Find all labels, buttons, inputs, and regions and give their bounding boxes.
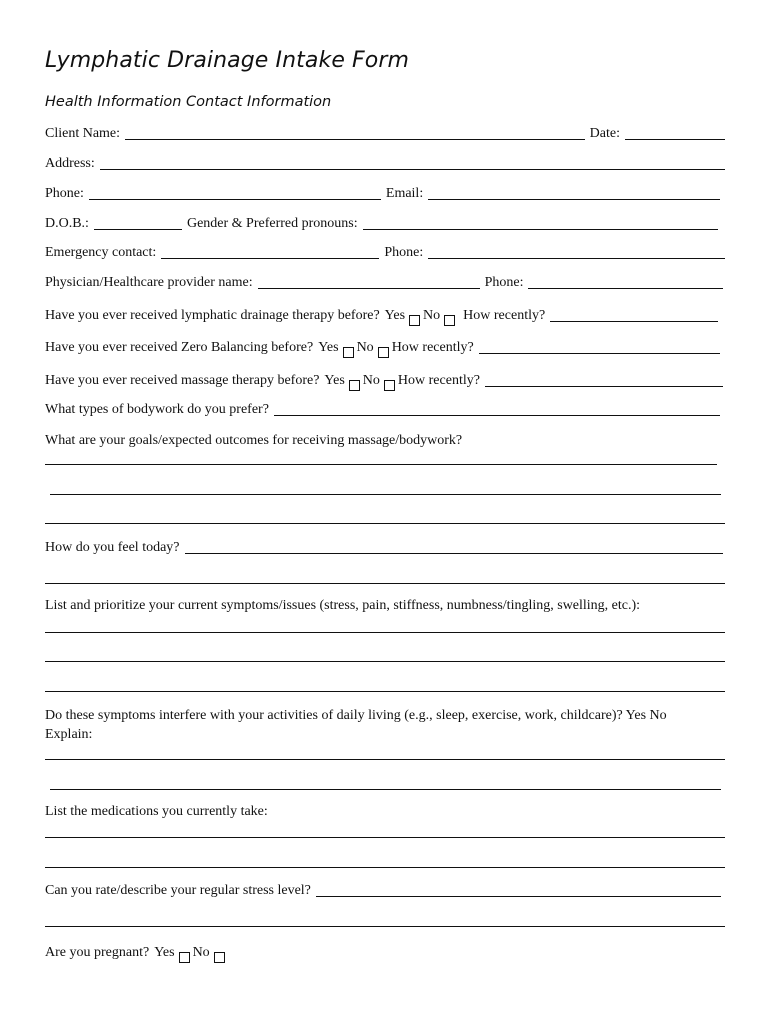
goals-answer-line-1[interactable]	[45, 464, 717, 465]
lymphatic-question: Have you ever received lymphatic drainage therapy before?	[45, 308, 380, 323]
lymphatic-how-recently-field[interactable]	[550, 321, 718, 322]
email-field[interactable]	[428, 199, 720, 200]
gender-label: Gender & Preferred pronouns:	[186, 216, 358, 231]
interfere-question: Do these symptoms interfere with your activities of daily living (e.g., sleep, exercise, work, childcare)? Yes No	[45, 708, 667, 723]
bodywork-field[interactable]	[274, 415, 720, 416]
bodywork-question: What types of bodywork do you prefer?	[45, 402, 269, 417]
massage-question: Have you ever received massage therapy before?	[45, 373, 320, 388]
pregnant-question: Are you pregnant?	[45, 945, 150, 960]
emergency-label: Emergency contact:	[45, 245, 157, 260]
address-field[interactable]	[100, 169, 725, 170]
goals-answer-line-3[interactable]	[45, 523, 725, 524]
zero-balancing-how-recently-label: How recently?	[391, 340, 474, 355]
emergency-phone-label: Phone:	[384, 245, 424, 260]
gender-field[interactable]	[363, 229, 718, 230]
emergency-field[interactable]	[161, 258, 379, 259]
feel-today-answer-line[interactable]	[45, 583, 725, 584]
zero-balancing-question: Have you ever received Zero Balancing before?	[45, 340, 314, 355]
massage-how-recently-label: How recently?	[397, 373, 480, 388]
physician-field[interactable]	[258, 288, 480, 289]
pregnant-row	[45, 943, 345, 963]
physician-phone-label: Phone:	[484, 275, 524, 290]
client-name-row	[45, 124, 725, 144]
lymphatic-no-checkbox[interactable]	[444, 315, 455, 326]
form-subtitle: Health Information Contact Information	[45, 94, 332, 110]
goals-question: What are your goals/expected outcomes for receiving massage/bodywork?	[45, 433, 463, 448]
stress-answer-line[interactable]	[45, 926, 725, 927]
interfere-block	[45, 706, 725, 744]
symptoms-question: List and prioritize your current symptoms/issues (stress, pain, stiffness, numbness/tingling, swelling, etc.):	[45, 598, 641, 613]
phone-email-row	[45, 184, 720, 204]
explain-answer-line-2[interactable]	[50, 789, 721, 790]
emergency-phone-field[interactable]	[428, 258, 725, 259]
email-label: Email:	[385, 186, 424, 201]
symptoms-answer-line-3[interactable]	[45, 691, 725, 692]
lymphatic-no-label: No	[423, 308, 441, 323]
massage-row	[45, 371, 723, 391]
lymphatic-row	[45, 306, 718, 326]
medications-answer-line-1[interactable]	[45, 837, 725, 838]
emergency-row	[45, 243, 725, 263]
date-label: Date:	[589, 126, 620, 141]
feel-today-question: How do you feel today?	[45, 540, 180, 555]
form-title: Lymphatic Drainage Intake Form	[45, 48, 410, 73]
phone-label: Phone:	[45, 186, 84, 201]
lymphatic-yes-label: Yes	[384, 308, 406, 323]
massage-yes-label: Yes	[324, 373, 345, 388]
zero-balancing-no-checkbox[interactable]	[378, 347, 389, 358]
date-field[interactable]	[625, 139, 725, 140]
stress-field[interactable]	[316, 896, 721, 897]
zero-balancing-no-label: No	[356, 340, 374, 355]
phone-field[interactable]	[89, 199, 381, 200]
stress-row	[45, 881, 721, 901]
massage-no-checkbox[interactable]	[384, 380, 395, 391]
bodywork-row	[45, 400, 720, 420]
medications-question: List the medications you currently take:	[45, 804, 268, 819]
address-row	[45, 154, 725, 174]
physician-label: Physician/Healthcare provider name:	[45, 275, 253, 290]
stress-question: Can you rate/describe your regular stress level?	[45, 883, 311, 898]
massage-yes-checkbox[interactable]	[349, 380, 360, 391]
zero-balancing-yes-checkbox[interactable]	[343, 347, 354, 358]
goals-answer-line-2[interactable]	[50, 494, 721, 495]
zero-balancing-how-recently-field[interactable]	[479, 353, 720, 354]
massage-no-label: No	[362, 373, 380, 388]
explain-label: Explain:	[45, 727, 93, 742]
client-name-field[interactable]	[125, 139, 585, 140]
address-label: Address:	[45, 156, 95, 171]
physician-row	[45, 273, 723, 293]
lymphatic-how-recently-label: How recently?	[463, 308, 546, 323]
feel-today-row	[45, 538, 723, 558]
explain-answer-line-1[interactable]	[45, 759, 725, 760]
pregnant-yes-checkbox[interactable]	[179, 952, 190, 963]
symptoms-answer-line-1[interactable]	[45, 632, 725, 633]
pregnant-no-checkbox[interactable]	[214, 952, 225, 963]
dob-field[interactable]	[94, 229, 182, 230]
lymphatic-yes-checkbox[interactable]	[409, 315, 420, 326]
zero-balancing-row	[45, 338, 720, 358]
dob-label: D.O.B.:	[45, 216, 89, 231]
client-name-label: Client Name:	[45, 126, 121, 141]
pregnant-yes-label: Yes	[154, 945, 175, 960]
symptoms-answer-line-2[interactable]	[45, 661, 725, 662]
zero-balancing-yes-label: Yes	[318, 340, 339, 355]
dob-gender-row	[45, 214, 718, 234]
feel-today-field[interactable]	[185, 553, 723, 554]
pregnant-no-label: No	[192, 945, 210, 960]
physician-phone-field[interactable]	[528, 288, 723, 289]
medications-answer-line-2[interactable]	[45, 867, 725, 868]
massage-how-recently-field[interactable]	[485, 386, 723, 387]
